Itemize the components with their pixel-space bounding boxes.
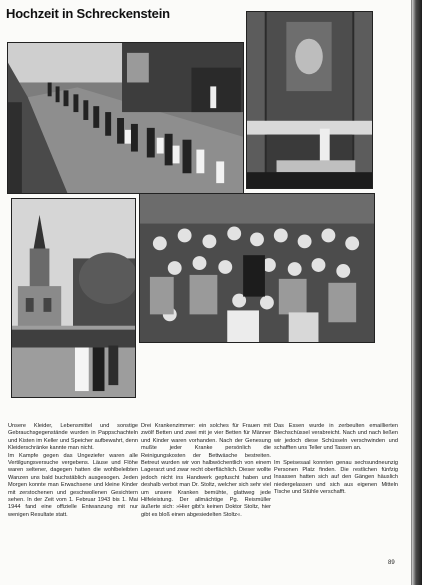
paragraph: Unsere Kleider, Lebensmittel und sonstige Gebrauchsgegenstände wurden in Pappschachteln und Kisten im Keller und Speicher aufbewahrt, denn Kleiderschränke kannte man nicht. bbox=[8, 423, 138, 452]
page-edge bbox=[412, 0, 422, 585]
text-column-right bbox=[274, 423, 398, 497]
text-column-left bbox=[8, 423, 138, 519]
paragraph: Im Speisesaal konnten genau sechsundneunzig Personen Platz finden. Die restlichen fünfzig Insassen hatten sich auf den Gängen häuslich niedergelassen und sich aus eigenen Mitteln Tische und Stühle verschafft. bbox=[274, 459, 398, 496]
paragraph: Drei Krankenzimmer: ein solches für Frauen mit zwölf Betten und zwei mit je vier Betten für Männer und Kinder waren vorhanden. Nach der Genesung mußte jeder Kranke persönlich die Reinigungskosten der Bettwäsche bestreiten. Betreut wurden wir von halbwöchentlich von einem Lagerarzt und zwar recht oberflächlich. Dieser wollte jedoch nicht ins Handwerk gepfuscht haben und deshalb verbot man Dr. Stoltz, welcher sich sehr viel um unsere Kranken bemühte, glattweg jede Hilfeleistung. Der allmächtige Pg. Reismüller äußerte sich: »Hier gibt's keinen Doktor Stoltz, hier gibt es bloß einen abgesiedelten Stoltz«. bbox=[141, 423, 271, 518]
page-number: 89 bbox=[388, 560, 395, 566]
wedding-guests-group-photo bbox=[139, 193, 375, 343]
church-altar-interior-photo bbox=[246, 11, 373, 189]
church-tower-photo bbox=[11, 198, 136, 398]
wedding-procession-street-photo bbox=[7, 42, 244, 194]
paragraph: Im Kampfe gegen das Ungeziefer waren alle Vertilgungsversuche vergebens. Läuse und Flöhe waren seltener, dagegen hatten die wohlbeleibten Wanzen uns bald buchstäblich ausgesogen. Jeden Morgen konnte man Erwachsene und kleine Kinder mit zerstochenen und geschwollenen Gesichtern sehen. In der Zeit vom 1. Februar 1943 bis 1. Mai 1944 fand eine offizielle Entwanzung mit nur wenigen Resultate statt. bbox=[8, 452, 138, 518]
paragraph: Das Essen wurde in zerbeulten emaillierten Blechschüssel verabreicht. Nach und nach ließen wir jedoch diese Schüsseln verschwinden und schafften uns Teller und Tassen an. bbox=[274, 423, 398, 452]
text-column-middle bbox=[141, 423, 271, 519]
article-title: Hochzeit in Schreckenstein bbox=[6, 6, 170, 21]
